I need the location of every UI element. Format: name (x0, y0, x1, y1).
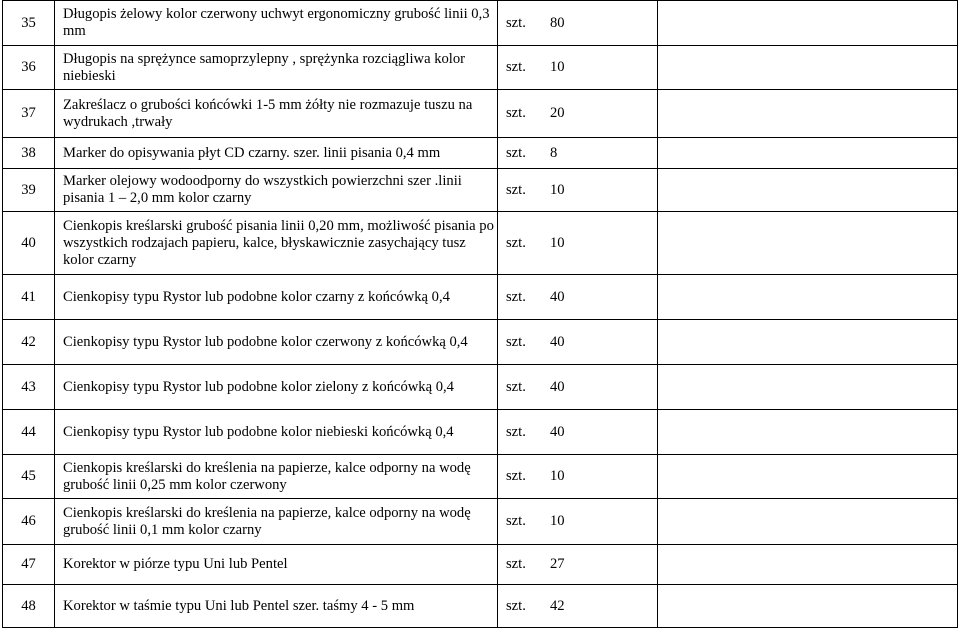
unit-quantity-cell (498, 545, 658, 585)
unit-label: szt. (506, 513, 526, 529)
item-description: Cienkopis kreślarski grubość pisania linii 0,20 mm, możliwość pisania po wszystkich rodzajach papieru, kalce, błyskawicznie zasychający tusz kolor czarny (55, 212, 498, 275)
unit-label: szt. (506, 378, 526, 395)
table-row (3, 46, 958, 90)
quantity-value: 10 (550, 234, 565, 251)
row-number: 42 (3, 320, 55, 365)
row-number: 38 (3, 138, 55, 169)
unit-label: szt. (506, 234, 526, 251)
quantity-value: 10 (550, 59, 565, 75)
empty-cell (658, 90, 958, 138)
empty-cell (658, 585, 958, 628)
unit-quantity-cell (498, 138, 658, 169)
items-table (2, 0, 958, 628)
unit-label: szt. (506, 468, 526, 484)
empty-cell (658, 365, 958, 410)
item-description: Cienkopisy typu Rystor lub podobne kolor zielony z końcówką 0,4 (55, 365, 498, 410)
unit-label: szt. (506, 288, 526, 305)
row-number: 48 (3, 585, 55, 628)
unit-label: szt. (506, 144, 526, 161)
item-description: Zakreślacz o grubości końcówki 1-5 mm żółty nie rozmazuje tuszu na wydrukach ,trwały (55, 90, 498, 138)
empty-cell (658, 275, 958, 320)
unit-quantity-cell (498, 212, 658, 275)
table-row (3, 545, 958, 585)
table-row (3, 212, 958, 275)
unit-quantity-cell (498, 275, 658, 320)
item-description: Korektor w taśmie typu Uni lub Pentel szer. taśmy 4 - 5 mm (55, 585, 498, 628)
table-row (3, 275, 958, 320)
table-row (3, 320, 958, 365)
empty-cell (658, 410, 958, 455)
table-row (3, 410, 958, 455)
unit-quantity-cell (498, 585, 658, 628)
table-row (3, 90, 958, 138)
unit-quantity-cell (498, 169, 658, 212)
quantity-value: 40 (550, 333, 565, 350)
quantity-value: 40 (550, 288, 565, 305)
item-description: Cienkopis kreślarski do kreślenia na papierze, kalce odporny na wodę grubość linii 0,25 mm kolor czerwony (55, 455, 498, 499)
table-row (3, 138, 958, 169)
unit-quantity-cell (498, 90, 658, 138)
empty-cell (658, 46, 958, 90)
unit-label: szt. (506, 333, 526, 350)
unit-label: szt. (506, 105, 526, 121)
table-row (3, 365, 958, 410)
unit-quantity-cell (498, 1, 658, 46)
empty-cell (658, 1, 958, 46)
item-description: Cienkopisy typu Rystor lub podobne kolor niebieski końcówką 0,4 (55, 410, 498, 455)
empty-cell (658, 169, 958, 212)
unit-quantity-cell (498, 455, 658, 499)
row-number: 43 (3, 365, 55, 410)
item-description: Cienkopis kreślarski do kreślenia na papierze, kalce odporny na wodę grubość linii 0,1 mm kolor czarny (55, 499, 498, 545)
unit-label: szt. (506, 14, 526, 31)
empty-cell (658, 320, 958, 365)
quantity-value: 20 (550, 105, 565, 121)
unit-label: szt. (506, 556, 526, 572)
unit-label: szt. (506, 59, 526, 75)
row-number: 39 (3, 169, 55, 212)
empty-cell (658, 212, 958, 275)
table-row (3, 1, 958, 46)
row-number: 40 (3, 212, 55, 275)
unit-quantity-cell (498, 499, 658, 545)
quantity-value: 8 (550, 144, 558, 161)
row-number: 35 (3, 1, 55, 46)
table-row (3, 169, 958, 212)
unit-quantity-cell (498, 320, 658, 365)
table-row (3, 455, 958, 499)
unit-label: szt. (506, 181, 526, 198)
unit-quantity-cell (498, 46, 658, 90)
empty-cell (658, 499, 958, 545)
quantity-value: 80 (550, 14, 565, 31)
empty-cell (658, 455, 958, 499)
table-row (3, 585, 958, 628)
quantity-value: 40 (550, 423, 565, 440)
table-row (3, 499, 958, 545)
row-number: 37 (3, 90, 55, 138)
quantity-value: 27 (550, 556, 565, 572)
item-description: Długopis na sprężynce samoprzylepny , sprężynka rozciągliwa kolor niebieski (55, 46, 498, 90)
unit-quantity-cell (498, 365, 658, 410)
quantity-value: 10 (550, 513, 565, 529)
item-description: Cienkopisy typu Rystor lub podobne kolor czerwony z końcówką 0,4 (55, 320, 498, 365)
item-description: Długopis żelowy kolor czerwony uchwyt ergonomiczny grubość linii 0,3 mm (55, 1, 498, 46)
item-description: Marker do opisywania płyt CD czarny. szer. linii pisania 0,4 mm (55, 138, 498, 169)
item-description: Marker olejowy wodoodporny do wszystkich powierzchni szer .linii pisania 1 – 2,0 mm kolor czarny (55, 169, 498, 212)
row-number: 44 (3, 410, 55, 455)
unit-quantity-cell (498, 410, 658, 455)
empty-cell (658, 138, 958, 169)
row-number: 47 (3, 545, 55, 585)
empty-cell (658, 545, 958, 585)
unit-label: szt. (506, 423, 526, 440)
unit-label: szt. (506, 597, 526, 614)
row-number: 36 (3, 46, 55, 90)
row-number: 46 (3, 499, 55, 545)
quantity-value: 10 (550, 468, 565, 484)
quantity-value: 10 (550, 181, 565, 198)
item-description: Cienkopisy typu Rystor lub podobne kolor czarny z końcówką 0,4 (55, 275, 498, 320)
row-number: 41 (3, 275, 55, 320)
row-number: 45 (3, 455, 55, 499)
quantity-value: 42 (550, 597, 565, 614)
item-description: Korektor w piórze typu Uni lub Pentel (55, 545, 498, 585)
quantity-value: 40 (550, 378, 565, 395)
